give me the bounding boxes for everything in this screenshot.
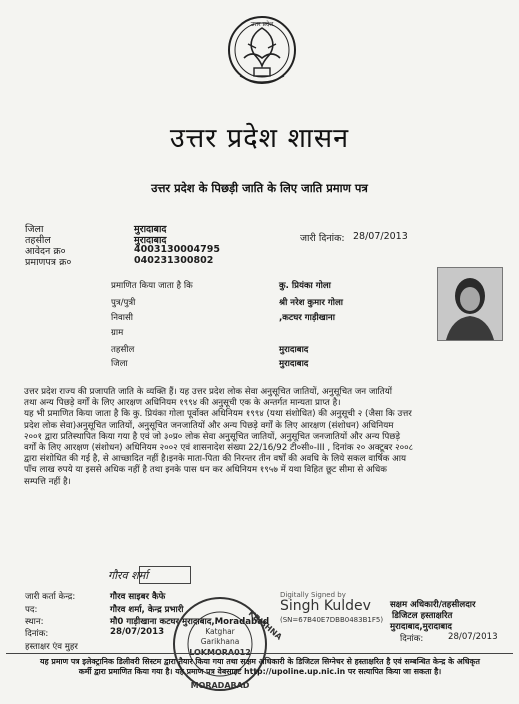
digital-signature-serial: (SN=67B40E7DBB0483B1F5) bbox=[280, 616, 384, 624]
district-value: मुरादाबाद bbox=[134, 224, 167, 235]
officer-digitally-signed: डिजिटल हस्ताक्षरित bbox=[392, 611, 453, 621]
village-label: ग्राम bbox=[111, 328, 124, 338]
page-title: उत्तर प्रदेश शासन bbox=[169, 123, 350, 154]
place-label: स्थान: bbox=[25, 617, 44, 627]
candidate-photo bbox=[437, 267, 503, 341]
tehsil-label: तहसील bbox=[25, 235, 51, 246]
stamp-graphic bbox=[166, 592, 284, 696]
body-line: द्वारा संशोधित की गई है, से आच्छादित नहीं है।इनके माता-पिता की निरन्तर तीन वर्षों की अवधि के लिये सकल वार्षिक आय bbox=[24, 454, 406, 465]
issuer-date-label: दिनांक: bbox=[25, 629, 49, 639]
digital-signature-label: Digitally Signed by bbox=[280, 591, 346, 599]
certify-tehsil-value: मुरादाबाद bbox=[279, 345, 309, 355]
district-label: जिला bbox=[25, 224, 44, 235]
body-line: प्रदेश लोक सेवा)अनुसूचित जातियों, अनुसूचित जनजातियों और अन्य पिछड़े वर्गों के लिए आरक्षण (संशोधन) अधिनियम bbox=[24, 420, 394, 431]
digital-signature-name: Singh Kuldev bbox=[280, 598, 371, 614]
body-line: वर्गों के लिए आरक्षण (संशोधन) अधिनियम २००२ एवं शासनादेश संख्या 22/16/92 टी०सी०-III , दिनांक २० अक्टूबर २००८ bbox=[24, 443, 414, 454]
stamp-bottom-text: MORADABAD bbox=[190, 681, 250, 690]
resident-label: निवासी bbox=[111, 313, 134, 323]
officer-date-label: दिनांक: bbox=[400, 634, 424, 644]
certify-district-label: जिला bbox=[111, 359, 128, 369]
post-label: पद: bbox=[25, 605, 38, 615]
issuer-date-value: 28/07/2013 bbox=[110, 627, 165, 637]
place-value: मौ0 गाड़ीखाना कटघर मुरादाबाद,Moradabad bbox=[110, 617, 270, 627]
issue-date-label: जारी दिनांक: bbox=[300, 233, 345, 244]
candidate-name: कु. प्रियंका गोला bbox=[279, 281, 331, 291]
center-rubber-stamp bbox=[166, 592, 284, 696]
issuing-center-value: गौरव साइबर कैफे bbox=[110, 592, 166, 602]
signature-seal-label: हस्ताक्षर एंव मुहर bbox=[25, 642, 78, 652]
issue-date-value: 28/07/2013 bbox=[353, 231, 408, 242]
officer-date-value: 28/07/2013 bbox=[448, 632, 498, 642]
certificate-subtitle: उत्तर प्रदेश के पिछड़ी जाति के लिए जाति प्रमाण पत्र bbox=[151, 181, 368, 195]
certificate-body bbox=[24, 387, 498, 488]
stamp-line-2: Garikhana bbox=[200, 637, 240, 646]
body-line: २००१ द्वारा प्रतिस्थापित किया गया है एवं जो ३०प्र० लोक सेवा अनुसूचित जातियों, अनुसूचित जनजातियों और अन्य पिछड़े bbox=[24, 431, 401, 442]
body-line: तथा अन्य पिछड़े वर्गों के लिए आरक्षण अधिनियम १९९४ की अनुसूची एक के अन्तर्गत मान्यता प्राप्त है। bbox=[24, 398, 341, 409]
certify-district-value: मुरादाबाद bbox=[279, 359, 309, 369]
certify-tehsil-label: तहसील bbox=[111, 345, 135, 355]
footer-note bbox=[6, 657, 514, 678]
relation-value: श्री नरेश कुमार गोला bbox=[279, 298, 344, 308]
certify-intro: प्रमाणित किया जाता है कि bbox=[111, 281, 193, 291]
certificate-number-value: 040231300802 bbox=[134, 255, 214, 266]
body-line: सम्पत्ति नहीं है। bbox=[24, 476, 71, 487]
officer-designation: सक्षम अधिकारी/तहसीलदार bbox=[390, 600, 476, 610]
body-line: उत्तर प्रदेश राज्य की प्रजापति जाति के व्यक्ति हैं। यह उत्तर प्रदेश लोक सेवा अनुसूचित जातियों, अनुसूचित जन जातियों bbox=[24, 387, 393, 397]
body-line: यह भी प्रमाणित किया जाता है कि कु. प्रियंका गोला पूर्वोक्त अधिनियम १९९४ (यथा संशोधित) की अनुसूची २ (जैसा कि उत्तर bbox=[24, 409, 412, 420]
post-value: गौरव शर्मा, केन्द्र प्रभारी bbox=[110, 605, 184, 615]
resident-value: ,कटघर गाड़ीखाना bbox=[279, 313, 335, 323]
body-line: पाँच लाख रुपये या इससे अधिक नहीं है तथा इनके पास धन कर अधिनियम १९५७ में यथा विहित छूट सीमा से अधिक bbox=[24, 465, 387, 476]
handwritten-signature: गौरव शर्मा bbox=[108, 569, 149, 582]
emblem-text: उत्तर प्रदेश bbox=[250, 21, 274, 28]
application-number-label: आवेदन क्र० bbox=[25, 246, 66, 257]
relation-label: पुत्र/पुत्री bbox=[111, 298, 136, 308]
issuing-center-label: जारी कर्ता केन्द्र: bbox=[25, 592, 76, 602]
footer-line: यह प्रमाण पत्र इलेक्ट्रानिक डिलीवरी सिस्टम द्वारा तैयार किया गया तथा सक्षम अधिकारी के डिजिटल सिग्नेचर से हस्ताक्षरित है एवं सम्बन्धित केन्द्र के अधिकृत bbox=[40, 657, 480, 666]
footer-line: कर्मी द्वारा प्रमाणित किया गया है। यह प्रमाण पत्र वेबसाइट http://upoline.up.nic.in पर सत्यापित किया जा सकता है। bbox=[78, 667, 442, 677]
officer-location: मुरादाबाद,मुरादाबाद bbox=[390, 622, 452, 632]
state-emblem-logo bbox=[224, 14, 300, 100]
application-number-value: 4003130004795 bbox=[134, 244, 220, 255]
tehsil-value: मुरादाबाद bbox=[134, 235, 167, 246]
emblem-graphic bbox=[224, 14, 300, 100]
person-photo-graphic bbox=[438, 268, 502, 340]
certificate-number-label: प्रमाणपत्र क्र० bbox=[25, 257, 72, 268]
stamp-line-1: Katghar bbox=[205, 627, 235, 636]
stamp-top-text: KRISHNA bbox=[246, 608, 284, 642]
footer-divider bbox=[6, 653, 513, 654]
